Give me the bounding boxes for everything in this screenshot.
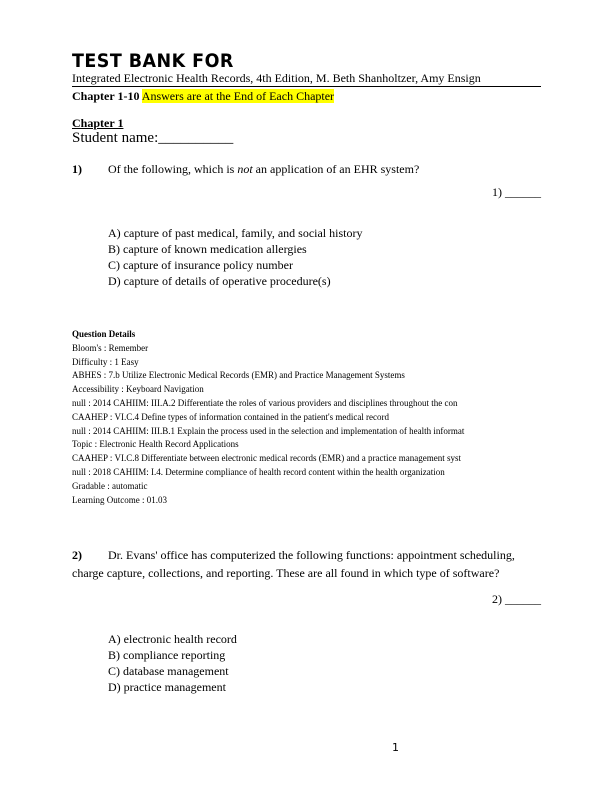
question-2-number: 2) [72, 548, 82, 562]
chapters-label: Chapter 1-10 [72, 89, 140, 103]
document-title: TEST BANK FOR [72, 50, 234, 72]
detail-line: null : 2018 CAHIIM: I.4. Determine compliance of health record content within the health organization [72, 466, 445, 477]
detail-line: Learning Outcome : 01.03 [72, 494, 167, 505]
question-1-text: Of the following, which is not an application of an EHR system? [108, 162, 420, 176]
detail-line: Difficulty : 1 Easy [72, 356, 139, 367]
chapters-line [72, 89, 334, 104]
question-2-choice-d: D) practice management [108, 680, 226, 694]
page-number: 1 [392, 741, 399, 754]
header-rule [72, 86, 541, 87]
question-2-choice-c: C) database management [108, 664, 229, 678]
question-2-choice-a: A) electronic health record [108, 632, 237, 646]
detail-line: ABHES : 7.b Utilize Electronic Medical Records (EMR) and Practice Management Systems [72, 370, 405, 381]
detail-line: Accessibility : Keyboard Navigation [72, 384, 204, 395]
question-1-answer-blank: 1) ______ [492, 185, 541, 199]
detail-line: null : 2014 CAHIIM: III.B.1 Explain the process used in the selection and implementation of health informat [72, 425, 465, 436]
book-subtitle: Integrated Electronic Health Records, 4th Edition, M. Beth Shanholtzer, Amy Ensign [72, 71, 481, 85]
question-1-choice-a: A) capture of past medical, family, and social history [108, 226, 363, 240]
question-1-details [72, 328, 464, 507]
question-2-choice-b: B) compliance reporting [108, 648, 226, 662]
question-1-choice-c: C) capture of insurance policy number [108, 258, 293, 272]
chapter-heading: Chapter 1 [72, 116, 124, 130]
question-2-text-line1: Dr. Evans' office has computerized the following functions: appointment scheduling, [108, 548, 515, 562]
detail-line: Gradable : automatic [72, 480, 148, 491]
student-name-field: Student name:__________ [72, 130, 234, 146]
detail-line: CAAHEP : VI.C.8 Differentiate between electronic medical records (EMR) and a practice management syst [72, 453, 461, 464]
details-heading: Question Details [72, 329, 136, 339]
detail-line: CAAHEP : VI.C.4 Define types of information contained in the patient's medical record [72, 411, 390, 422]
question-1-choice-b: B) capture of known medication allergies [108, 242, 307, 256]
question-1-number: 1) [72, 162, 82, 176]
question-2-text-line2: charge capture, collections, and reporting. These are all found in which type of software? [72, 566, 500, 580]
question-2-answer-blank: 2) ______ [492, 592, 541, 606]
detail-line: Bloom's : Remember [72, 342, 149, 353]
answers-note: Answers are at the End of Each Chapter [141, 89, 335, 103]
detail-line: null : 2014 CAHIIM: III.A.2 Differentiate the roles of various providers and disciplines throughout the con [72, 397, 458, 408]
question-1-choice-d: D) capture of details of operative procedure(s) [108, 274, 331, 288]
question-1-emphasis: not [237, 162, 253, 176]
detail-line: Topic : Electronic Health Record Applications [72, 439, 239, 450]
